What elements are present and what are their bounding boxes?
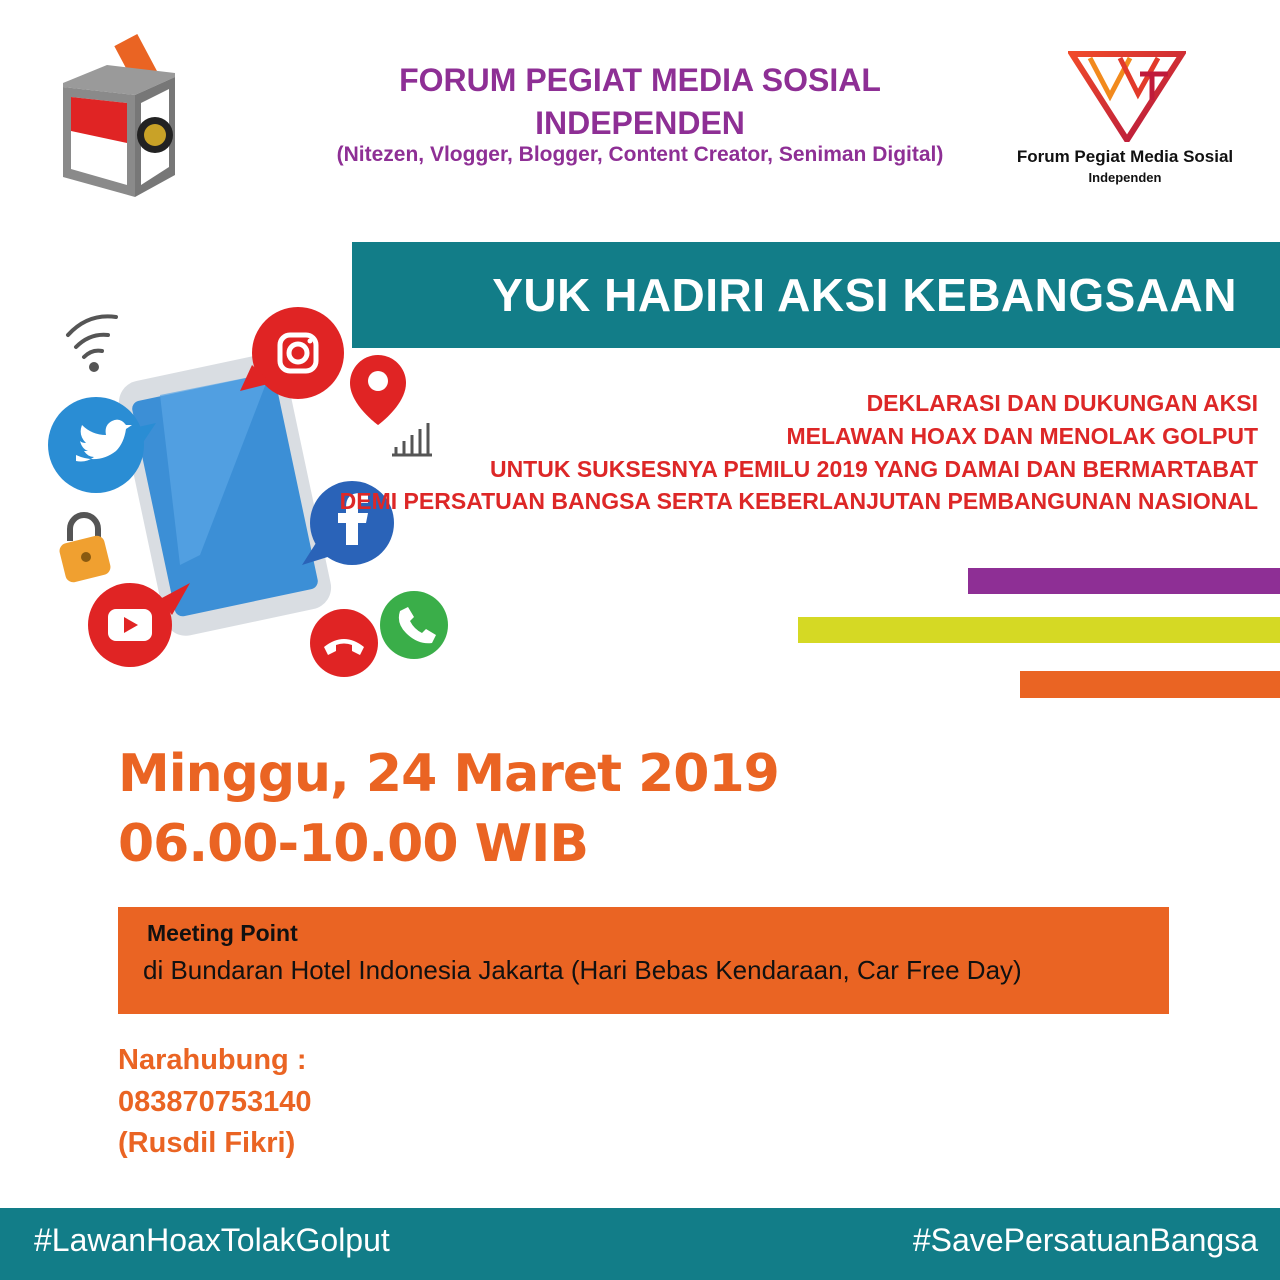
- headline-text: YUK HADIRI AKSI KEBANGSAAN: [492, 269, 1237, 321]
- signal-icon: [392, 423, 432, 455]
- wifi-icon: [68, 316, 116, 370]
- statement-line-2: MELAWAN HOAX DAN MENOLAK GOLPUT: [786, 423, 1258, 449]
- header-title-line1: FORUM PEGIAT MEDIA SOSIAL: [399, 62, 881, 98]
- ballot-box-icon: [55, 25, 185, 205]
- logo-name: Forum Pegiat Media Sosial: [1016, 147, 1234, 166]
- orange-bar: [1020, 671, 1280, 698]
- meeting-point-label: Meeting Point: [147, 920, 298, 946]
- event-date: Minggu, 24 Maret 2019: [118, 744, 779, 804]
- forum-logo-icon: [1068, 50, 1186, 142]
- instagram-icon: [240, 307, 344, 399]
- header-subtitle: (Nitezen, Vlogger, Blogger, Content Creator, Seniman Digital): [336, 143, 944, 166]
- header-title-line2: INDEPENDEN: [535, 105, 745, 141]
- meeting-point-location: di Bundaran Hotel Indonesia Jakarta (Hari Bebas Kendaraan, Car Free Day): [143, 955, 1022, 985]
- logo-subname: Independen: [1088, 170, 1162, 185]
- hashtag-right: #SavePersatuanBangsa: [912, 1222, 1258, 1258]
- lock-icon: [58, 515, 112, 584]
- hashtag-left: #LawanHoaxTolakGolput: [34, 1222, 390, 1258]
- phone-hangup-icon: [310, 609, 378, 677]
- statement-line-4: DEMI PERSATUAN BANGSA SERTA KEBERLANJUTAN PEMBANGUNAN NASIONAL: [339, 488, 1258, 514]
- purple-bar: [968, 568, 1280, 594]
- statement-line-1: DEKLARASI DAN DUKUNGAN AKSI: [866, 390, 1258, 416]
- event-time: 06.00-10.00 WIB: [118, 814, 588, 874]
- lime-bar: [798, 617, 1280, 643]
- map-pin-icon: [350, 355, 406, 425]
- phone-call-icon: [380, 591, 448, 659]
- contact-label: Narahubung :: [118, 1044, 307, 1076]
- statement-line-3: UNTUK SUKSESNYA PEMILU 2019 YANG DAMAI DAN BERMARTABAT: [489, 456, 1258, 482]
- contact-phone: 083870753140: [118, 1086, 312, 1118]
- contact-name: (Rusdil Fikri): [118, 1127, 296, 1159]
